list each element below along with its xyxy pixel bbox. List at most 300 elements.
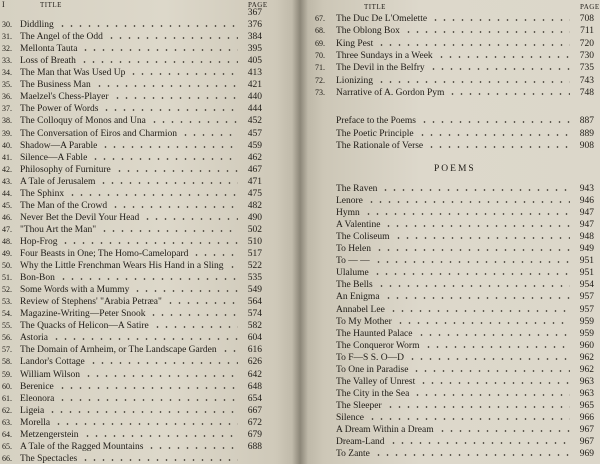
entry-number: 40.: [2, 140, 12, 150]
dot-leader: [113, 91, 238, 103]
entry-number: 33.: [2, 56, 12, 66]
contents-row: [0, 152, 300, 164]
entry-page-number: 957: [579, 292, 594, 303]
entry-number: 54.: [2, 309, 12, 319]
entry-page-number: 711: [580, 26, 594, 37]
entry-title: To Zante: [336, 449, 370, 460]
contents-row: [300, 25, 600, 37]
dot-leader: [431, 13, 570, 25]
dot-leader: [102, 103, 238, 115]
entry-number: 47.: [2, 224, 12, 234]
contents-row: [0, 248, 300, 260]
entry-page-number: 951: [579, 268, 594, 279]
entry-page-number: 376: [247, 20, 262, 31]
entry-number: 30.: [2, 20, 12, 30]
entry-title: The Sleeper: [336, 400, 382, 411]
entry-number: 45.: [2, 200, 12, 210]
entry-page-number: 735: [579, 63, 594, 74]
entry-number: 61.: [2, 393, 12, 403]
contents-row: [0, 176, 300, 188]
entry-page-number: 395: [247, 44, 262, 55]
entry-number: 48.: [2, 236, 12, 246]
entry-number: 62.: [2, 405, 12, 415]
entry-title: The Rationale of Verse: [336, 141, 424, 151]
contents-row: [0, 188, 300, 200]
contents-row: [300, 436, 600, 448]
dot-leader: [84, 369, 238, 381]
entry-title: Lionizing: [336, 75, 373, 86]
entry-page-number: 951: [579, 256, 594, 267]
entry-title: Four Beasts in One; The Homo-Camelopard: [20, 249, 189, 259]
entry-page-number: 517: [247, 249, 262, 259]
dot-leader: [129, 67, 238, 79]
entry-page-number: 963: [579, 388, 594, 399]
contents-row: [300, 115, 600, 127]
entry-page-number: 367: [247, 8, 262, 18]
entry-page-number: 444: [247, 104, 262, 115]
entry-page-number: 962: [579, 352, 594, 363]
dot-leader: [389, 304, 570, 316]
contents-row: [300, 140, 600, 152]
contents-row: [0, 128, 300, 140]
dot-leader: [384, 219, 570, 231]
contents-row: [300, 38, 600, 50]
contents-row: [0, 429, 300, 441]
entry-number: 50.: [2, 261, 12, 271]
contents-row: [300, 364, 600, 376]
entry-page-number: 510: [247, 236, 262, 247]
entry-title: The Quacks of Helicon—A Satire: [20, 321, 149, 332]
contents-row: [0, 79, 300, 91]
entry-page-number: 962: [579, 364, 594, 375]
dot-leader: [81, 43, 238, 55]
entry-page-number: 616: [247, 345, 262, 356]
contents-row: [300, 13, 600, 25]
dot-leader: [48, 405, 238, 417]
entry-page-number: 966: [579, 412, 594, 423]
dot-leader: [375, 243, 570, 255]
entry-title: Review of Stephens' "Arabia Petræa": [20, 297, 162, 308]
contents-row: [0, 55, 300, 67]
entry-number: 68.: [315, 26, 325, 36]
dot-leader: [133, 284, 238, 296]
entry-number: 43.: [2, 176, 12, 186]
entry-page-number: 648: [247, 381, 262, 392]
entry-title: The Angel of the Odd: [20, 32, 103, 43]
entry-number: 35.: [2, 80, 12, 90]
entry-title: A Valentine: [336, 220, 381, 231]
entry-page-number: 467: [247, 164, 262, 175]
entry-title: The Spectacles: [20, 453, 78, 464]
dot-leader: [111, 200, 238, 212]
contents-row: [0, 260, 300, 272]
entry-title: Preface to the Poems: [336, 116, 416, 126]
entry-title: Astoria: [20, 333, 48, 344]
dot-leader: [377, 279, 570, 291]
dot-leader: [181, 128, 238, 140]
contents-row: [300, 304, 600, 316]
dot-leader: [448, 87, 570, 99]
dot-leader: [228, 260, 238, 272]
entry-title: The Man of the Crowd: [20, 200, 108, 211]
entry-title: Ligeia: [20, 405, 45, 416]
entry-number: 56.: [2, 333, 12, 343]
entry-page-number: 405: [247, 56, 262, 67]
entry-page-number: 949: [579, 244, 594, 255]
contents-row: [0, 284, 300, 296]
dot-leader: [91, 152, 238, 164]
dot-leader: [364, 207, 570, 219]
entry-page-number: 413: [247, 68, 262, 79]
dot-leader: [420, 115, 570, 127]
dot-leader: [89, 356, 238, 368]
contents-row: [0, 115, 300, 127]
entry-title: The Valley of Unrest: [336, 376, 416, 387]
dot-leader: [386, 400, 570, 412]
entry-title: The Sphinx: [20, 188, 65, 199]
entry-page-number: 960: [579, 340, 594, 351]
entry-number: 72.: [315, 75, 325, 85]
entry-title: Ulalume: [336, 268, 369, 279]
contents-row: [0, 212, 300, 224]
contents-row: [0, 224, 300, 236]
entry-number: 41.: [2, 152, 12, 162]
entry-title: The Poetic Principle: [336, 128, 414, 139]
contents-row: [0, 332, 300, 344]
right-page: [300, 0, 600, 464]
dot-leader: [419, 376, 570, 388]
entry-title: Silence—A Fable: [20, 152, 88, 163]
contents-row: [0, 164, 300, 176]
contents-row: [300, 340, 600, 352]
title-column-header: TITLE: [40, 1, 62, 9]
entry-number: 60.: [2, 381, 12, 391]
entry-number: 36.: [2, 92, 12, 102]
dot-leader: [100, 224, 238, 236]
dot-leader: [394, 231, 570, 243]
entry-page-number: 440: [247, 92, 262, 103]
dot-leader: [147, 441, 238, 453]
contents-row: [300, 328, 600, 340]
entry-page-number: 535: [247, 273, 262, 284]
entry-page-number: 965: [579, 400, 594, 411]
entry-page-number: 459: [247, 140, 262, 151]
entry-number: 64.: [2, 429, 12, 439]
dot-leader: [417, 328, 571, 340]
entry-title: Annabel Lee: [336, 304, 385, 315]
entry-page-number: 743: [579, 75, 594, 86]
dot-leader: [374, 448, 570, 460]
entry-number: 66.: [2, 453, 12, 463]
dot-leader: [418, 128, 570, 140]
entry-page-number: 457: [247, 128, 262, 139]
entry-page-number: 642: [247, 369, 262, 380]
entry-page-number: 654: [247, 393, 262, 404]
dot-leader: [81, 453, 238, 464]
contents-row: [300, 87, 600, 99]
entry-title: The Power of Words: [20, 104, 99, 115]
entry-number: 34.: [2, 68, 12, 78]
entry-number: 63.: [2, 417, 12, 427]
contents-row: [0, 308, 300, 320]
entry-title: Dream-Land: [336, 437, 385, 448]
dot-leader: [367, 195, 570, 207]
entry-page-number: 959: [579, 316, 594, 327]
entry-title: Loss of Breath: [20, 56, 76, 67]
dot-leader: [58, 393, 238, 405]
dot-leader: [150, 115, 238, 127]
entry-number: 57.: [2, 345, 12, 355]
entry-title: The Colloquy of Monos and Una: [20, 116, 146, 127]
dot-leader: [68, 188, 238, 200]
contents-row: [0, 236, 300, 248]
entry-page-number: 452: [247, 116, 262, 127]
dot-leader: [437, 50, 570, 62]
entry-title: Metzengerstein: [20, 429, 79, 440]
entry-page-number: 462: [247, 152, 262, 163]
entry-title: Landor's Cottage: [20, 357, 85, 368]
dot-leader: [58, 381, 238, 393]
page-column-header: PAGE: [248, 1, 268, 9]
entry-number: 38.: [2, 116, 12, 126]
dot-leader: [389, 436, 570, 448]
entry-title: The Man that Was Used Up: [20, 68, 126, 79]
entry-title: Never Bet the Devil Your Head: [20, 212, 140, 223]
contents-row: [0, 67, 300, 79]
dot-leader: [221, 344, 238, 356]
poems-heading: POEMS: [434, 164, 476, 174]
entry-page-number: 957: [579, 304, 594, 315]
contents-row: [0, 381, 300, 393]
dot-leader: [404, 25, 570, 37]
dot-leader: [80, 55, 238, 67]
corner-mark: I: [2, 0, 5, 9]
entry-title: Three Sundays in a Week: [336, 50, 433, 61]
entry-number: 65.: [2, 441, 12, 451]
title-column-header: TITLE: [364, 3, 386, 11]
contents-row: [300, 195, 600, 207]
entry-title: William Wilson: [20, 369, 81, 380]
entry-page-number: 564: [247, 297, 262, 308]
entry-page-number: 887: [579, 116, 594, 126]
entry-title: To One in Paradise: [336, 364, 409, 375]
contents-row: [0, 31, 300, 43]
entry-title: The Domain of Arnheim, or The Landscape Garden: [20, 345, 217, 356]
book-gutter: [292, 0, 308, 464]
entry-title: Eleonora: [20, 393, 55, 404]
contents-row: [300, 316, 600, 328]
entry-page-number: 688: [247, 441, 262, 452]
entry-title: The Business Man: [20, 80, 91, 91]
entry-number: 49.: [2, 249, 12, 258]
entry-page-number: 708: [579, 14, 594, 24]
contents-row: [300, 291, 600, 303]
entry-title: Mellonta Tauta: [20, 44, 78, 55]
entry-title: Lenore: [336, 196, 363, 207]
dot-leader: [413, 388, 570, 400]
dot-leader: [381, 183, 570, 195]
entry-page-number: 679: [247, 429, 262, 440]
entry-title: Berenice: [20, 381, 54, 392]
entry-page-number: 943: [579, 184, 594, 194]
dot-leader: [424, 340, 571, 352]
contents-row: [300, 400, 600, 412]
entry-number: 44.: [2, 188, 12, 198]
contents-row: [0, 200, 300, 212]
entry-title: To F—S S. O—D: [336, 352, 404, 363]
contents-row: [0, 103, 300, 115]
entry-title: Bon-Bon: [20, 273, 55, 284]
entry-title: Narrative of A. Gordon Pym: [336, 87, 445, 98]
page-column-header: PAGE: [580, 3, 600, 11]
entry-title: Silence: [336, 412, 364, 423]
contents-row: [0, 19, 300, 31]
entry-number: 42.: [2, 164, 12, 174]
contents-row: [300, 62, 600, 74]
entry-page-number: 889: [579, 128, 594, 139]
entry-number: 58.: [2, 357, 12, 367]
contents-row: [0, 91, 300, 103]
dot-leader: [101, 140, 238, 152]
contents-row: [0, 344, 300, 356]
dot-leader: [58, 19, 238, 31]
entry-title: The Duc De L'Omelette: [336, 14, 428, 24]
contents-row: [300, 267, 600, 279]
entry-page-number: 947: [579, 208, 594, 219]
contents-row: [300, 424, 600, 436]
dot-leader: [95, 79, 238, 91]
entry-page-number: 672: [247, 417, 262, 428]
dot-leader: [374, 255, 570, 267]
contents-row: [300, 255, 600, 267]
entry-number: 71.: [315, 63, 325, 73]
contents-row: [300, 448, 600, 460]
entry-page-number: 384: [247, 32, 262, 43]
dot-leader: [153, 320, 238, 332]
contents-row: [0, 140, 300, 152]
entry-number: 70.: [315, 50, 325, 60]
contents-row: [300, 352, 600, 364]
entry-number: 67.: [315, 14, 325, 23]
entry-title: Philosophy of Furniture: [20, 164, 111, 175]
entry-title: Magazine-Writing—Peter Snook: [20, 309, 146, 320]
contents-row: [0, 393, 300, 405]
dot-leader: [429, 62, 570, 74]
dot-leader: [52, 332, 238, 344]
dot-leader: [83, 429, 238, 441]
entry-title: The City in the Sea: [336, 388, 410, 399]
entry-title: Maelzel's Chess-Player: [20, 92, 109, 103]
entry-page-number: 475: [247, 188, 262, 199]
dot-leader: [427, 140, 570, 152]
entry-title: An Enigma: [336, 292, 380, 303]
entry-number: 31.: [2, 32, 12, 42]
entry-number: 59.: [2, 369, 12, 379]
dot-leader: [107, 31, 238, 43]
entry-title: Why the Little Frenchman Wears His Hand in a Sling: [20, 261, 224, 272]
entry-number: 51.: [2, 273, 12, 283]
dot-leader: [412, 364, 570, 376]
contents-row: [0, 453, 300, 464]
entry-title: To Helen: [336, 244, 371, 255]
entry-page-number: 626: [247, 357, 262, 368]
contents-row: [300, 376, 600, 388]
entry-number: 73.: [315, 87, 325, 97]
dot-leader: [368, 412, 570, 424]
dot-leader: [149, 308, 238, 320]
entry-title: "Thou Art the Man": [20, 224, 97, 235]
entry-page-number: 969: [579, 449, 594, 460]
contents-row: [0, 320, 300, 332]
contents-row: [300, 219, 600, 231]
dot-leader: [115, 164, 238, 176]
entry-number: 69.: [315, 38, 325, 48]
dot-leader: [143, 212, 238, 224]
contents-row: [300, 50, 600, 62]
entry-title: The Raven: [336, 184, 378, 194]
entry-title: The Haunted Palace: [336, 328, 413, 339]
contents-row: [300, 412, 600, 424]
entry-page-number: 908: [579, 141, 594, 151]
entry-title: To — —: [336, 256, 370, 267]
entry-page-number: 946: [579, 196, 594, 207]
dot-leader: [384, 291, 570, 303]
entry-page-number: 482: [247, 200, 262, 211]
entry-title: Hymn: [336, 208, 360, 219]
entry-page-number: 967: [579, 437, 594, 448]
contents-row: [0, 369, 300, 381]
contents-row: [0, 405, 300, 417]
contents-row: [0, 441, 300, 453]
dot-leader: [377, 75, 570, 87]
entry-title: To My Mother: [336, 316, 392, 327]
entry-number: 32.: [2, 44, 12, 54]
entry-title: A Dream Within a Dream: [336, 425, 434, 435]
dot-leader: [408, 352, 570, 364]
contents-row: [300, 243, 600, 255]
entry-page-number: 954: [579, 280, 594, 291]
entry-page-number: 959: [579, 328, 594, 339]
entry-page-number: 471: [247, 176, 262, 187]
entry-page-number: 549: [247, 285, 262, 296]
contents-row: [0, 417, 300, 429]
entry-number: 53.: [2, 297, 12, 307]
entry-page-number: 967: [579, 425, 594, 435]
entry-page-number: 720: [579, 38, 594, 49]
dot-leader: [377, 38, 570, 50]
dot-leader: [192, 248, 238, 260]
dot-leader: [99, 176, 238, 188]
dot-leader: [396, 316, 570, 328]
entry-title: The Devil in the Belfry: [336, 63, 425, 74]
entry-title: Some Words with a Mummy: [20, 285, 130, 296]
entry-title: The Coliseum: [336, 232, 390, 243]
dot-leader: [373, 267, 570, 279]
entry-title: Morella: [20, 417, 51, 428]
contents-row: [0, 43, 300, 55]
entry-title: Diddling: [20, 20, 54, 31]
entry-title: The Bells: [336, 280, 373, 291]
entry-page-number: 963: [579, 376, 594, 387]
entry-number: 39.: [2, 128, 12, 138]
entry-number: 55.: [2, 321, 12, 331]
entry-page-number: 667: [247, 405, 262, 416]
contents-row: [300, 183, 600, 195]
contents-row: [0, 7, 300, 19]
dot-leader: [59, 272, 238, 284]
entry-title: King Pest: [336, 38, 374, 49]
contents-row: [300, 279, 600, 291]
